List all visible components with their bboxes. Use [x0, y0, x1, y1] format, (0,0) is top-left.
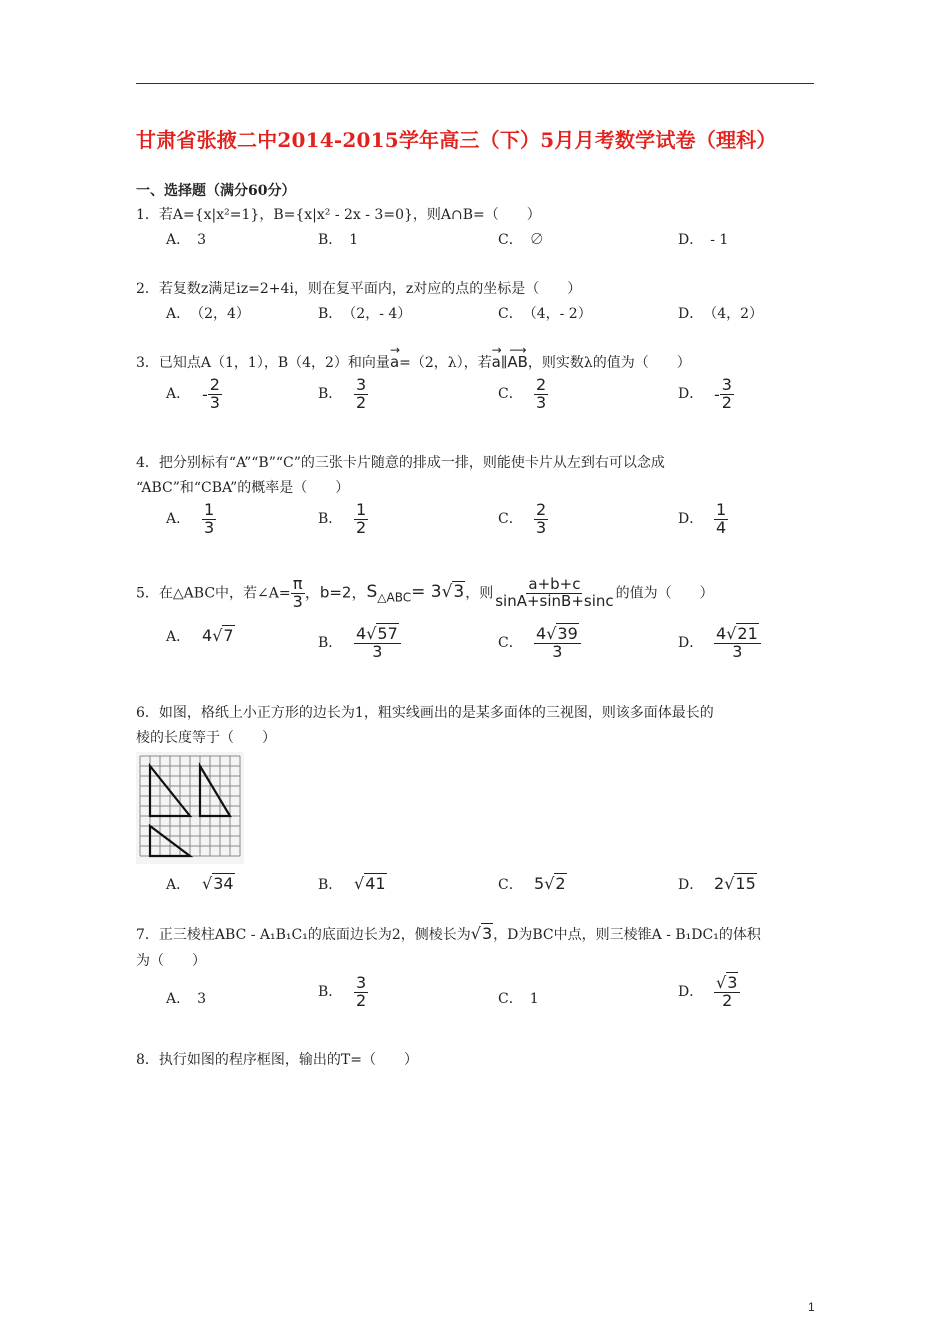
vector-arrow-icon: → [491, 343, 502, 357]
question-7: 7．正三棱柱ABC - A₁B₁C₁的底面边长为2，侧棱长为√3，D为BC中点，则三棱锥A - B₁DC₁的体积 [136, 924, 761, 943]
q1-option-d: D． - 1 [678, 232, 729, 248]
header-rule [136, 83, 814, 84]
q3-option-a: A． - $\frac{2}{3}$ [166, 375, 220, 412]
vector-a-2: → a [491, 343, 502, 371]
q7-option-b: B． $\frac{3}{2}$ [318, 973, 367, 1010]
parallel-symbol: ∥ [500, 355, 508, 371]
question-6-line-2: 棱的长度等于（ ） [136, 730, 276, 746]
q6-option-a: A． √34 [166, 874, 234, 893]
q3-text-post: ，则实数λ的值为（ ） [527, 355, 691, 371]
q2-option-d: D． （4，2） [678, 306, 764, 322]
q7-option-a: A． 3 [166, 991, 207, 1007]
q4-option-c: C． $\frac{2}{3}$ [498, 500, 547, 537]
q7-option-c: C． 1 [498, 991, 539, 1007]
q5-option-c: C． $\frac{4√39}{3}$ [498, 626, 581, 661]
q5-option-a: A． 4√7 [166, 626, 234, 645]
question-2: 2．若复数z满足iz=2+4i，则在复平面内，z对应的点的坐标是（ ） [136, 281, 582, 297]
q6-option-d: D． 2√15 [678, 874, 756, 893]
q2-option-a: A． （2，4） [166, 306, 250, 322]
vector-ab: ⟶ AB [507, 343, 528, 371]
q1-option-c: C． ∅ [498, 232, 544, 248]
q2-option-c: C． （4，- 2） [498, 306, 592, 322]
three-view-grid-figure [136, 752, 244, 864]
q4-option-d: D． $\frac{1}{4}$ [678, 500, 727, 537]
q1-option-a: A． 3 [166, 232, 207, 248]
vector-arrow-icon: → [389, 343, 400, 357]
q6-option-b: B． √41 [318, 874, 386, 893]
question-4-line-1: 4．把分别标有“A”“B”“C”的三张卡片随意的排成一排，则能使卡片从左到右可以念成 [136, 455, 665, 471]
q5-option-b: B． $\frac{4√57}{3}$ [318, 626, 401, 661]
q5-option-d: D． $\frac{4√21}{3}$ [678, 626, 761, 661]
question-8: 8．执行如图的程序框图，输出的T=（ ） [136, 1052, 418, 1068]
q3-option-b: B． $\frac{3}{2}$ [318, 375, 367, 412]
page-title: 甘肃省张掖二中2014-2015学年高三（下）5月月考数学试卷（理科） [136, 128, 777, 152]
q4-option-b: B． $\frac{1}{2}$ [318, 500, 367, 537]
question-4-line-2: “ABC”和“CBA”的概率是（ ） [136, 480, 350, 496]
question-7-line-2: 为（ ） [136, 953, 206, 969]
q4-option-a: A． $\frac{1}{3}$ [166, 500, 215, 537]
question-5: 5．在△ABC中，若∠A= $\frac{\pi}{3}$ ，b=2，$S_{\triangle ABC}= 3√3$，则 $\frac{a+b+c}{\sin A+\sin B+\sin c}$ 的值为（ ） [136, 574, 714, 611]
q3-text-pre: 3．已知点A（1，1），B（4，2）和向量 [136, 355, 390, 371]
q1-option-b: B． 1 [318, 232, 359, 248]
q3-text-mid: =（2，λ），若 [399, 355, 492, 371]
q2-option-b: B． （2，- 4） [318, 306, 412, 322]
question-1: 1．若A={x|x²=1}，B={x|x² - 2x - 3=0}，则A∩B=（ ） [136, 207, 541, 223]
q6-option-c: C． 5√2 [498, 874, 566, 893]
section-heading: 一、选择题（满分60分） [136, 183, 296, 199]
question-3 [136, 343, 691, 372]
question-6-line-1: 6．如图，格纸上小正方形的边长为1，粗实线画出的是某多面体的三视图，则该多面体最长的 [136, 705, 714, 721]
q7-option-d: D． $\frac{√3}{2}$ [678, 975, 740, 1010]
page-number: 1 [808, 1300, 815, 1314]
q3-option-d: D． - $\frac{3}{2}$ [678, 375, 732, 412]
q3-option-c: C． $\frac{2}{3}$ [498, 375, 547, 412]
vector-a: → a [389, 343, 400, 371]
vector-arrow-icon: ⟶ [509, 343, 527, 357]
